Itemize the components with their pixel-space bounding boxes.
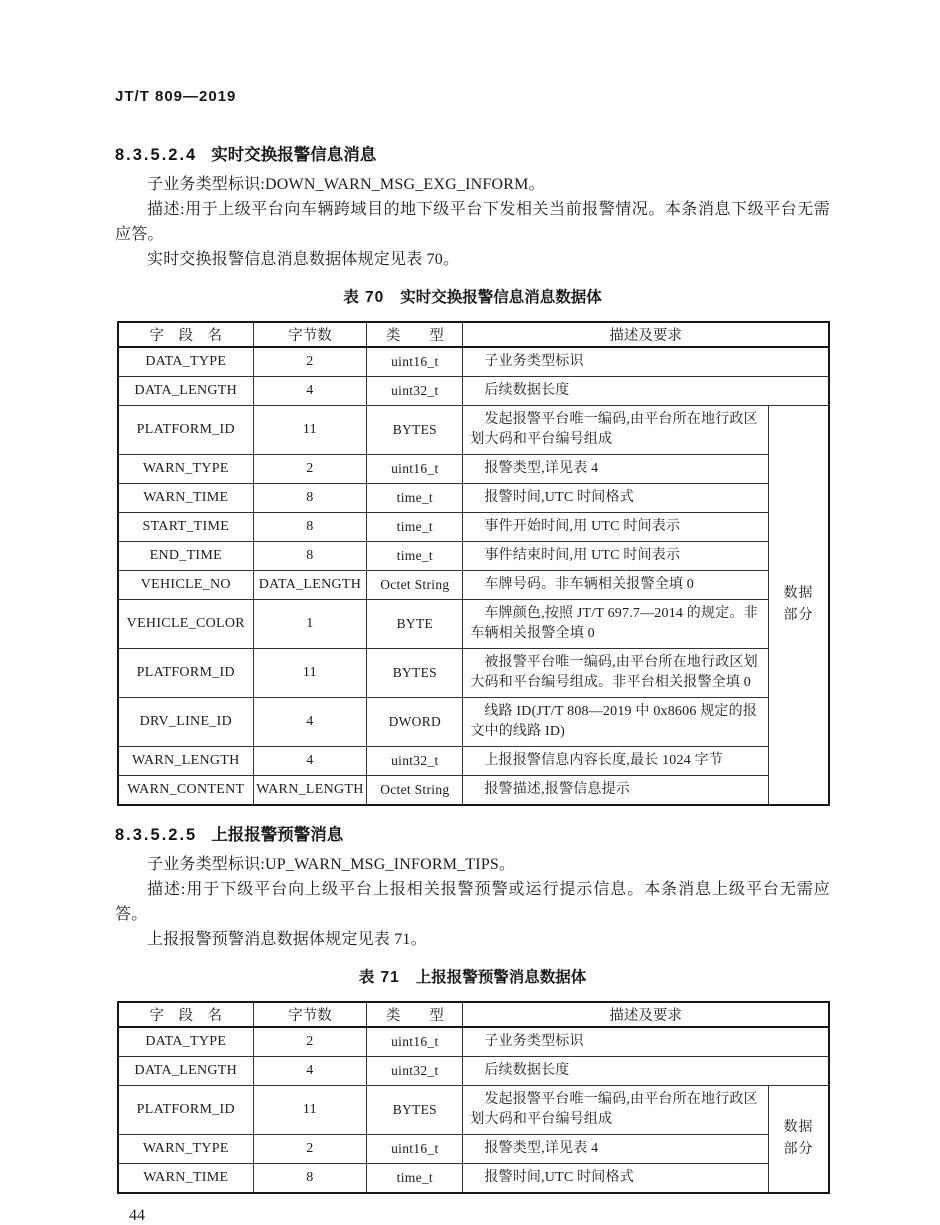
table-cell: 8 xyxy=(253,513,367,542)
table-cell: VEHICLE_COLOR xyxy=(118,600,253,649)
section-number: 8.3.5.2.4 xyxy=(115,146,198,164)
paragraph: 描述:用于上级平台向车辆跨域目的地下级平台下发相关当前报警情况。本条消息下级平台无需应答。 xyxy=(115,201,830,243)
table-cell: DRV_LINE_ID xyxy=(118,698,253,747)
table-row xyxy=(118,377,829,406)
table-cell: BYTES xyxy=(367,649,463,698)
table-cell: WARN_TYPE xyxy=(118,1135,253,1164)
table-cell: time_t xyxy=(367,513,463,542)
table-cell: 报警类型,详见表 4 xyxy=(463,1135,769,1164)
table-row xyxy=(118,1027,829,1057)
table-71 xyxy=(117,1001,830,1194)
table-cell: 子业务类型标识 xyxy=(463,1027,829,1057)
table-cell: uint16_t xyxy=(367,1027,463,1057)
table-row xyxy=(118,513,829,542)
table-cell: 2 xyxy=(253,1135,367,1164)
table-row xyxy=(118,1086,829,1135)
table-row xyxy=(118,600,829,649)
table-header-cell: 类 型 xyxy=(367,322,463,347)
table-cell: BYTES xyxy=(367,406,463,455)
table-70-caption xyxy=(115,285,830,307)
running-header: JT/T 809—2019 xyxy=(115,88,237,105)
table-cell: DATA_LENGTH xyxy=(118,377,253,406)
table-cell: 2 xyxy=(253,455,367,484)
section-8-3-5-2-5 xyxy=(115,821,830,952)
table-cell: 事件结束时间,用 UTC 时间表示 xyxy=(463,542,769,571)
table-cell: DATA_TYPE xyxy=(118,347,253,377)
table-header-cell: 字 段 名 xyxy=(118,1002,253,1027)
table-row xyxy=(118,347,829,377)
table-row xyxy=(118,1135,829,1164)
table-cell: WARN_TYPE xyxy=(118,455,253,484)
table-row xyxy=(118,484,829,513)
table-cell: 线路 ID(JT/T 808—2019 中 0x8606 规定的报文中的线路 ID) xyxy=(463,698,769,747)
table-cell: 车牌颜色,按照 JT/T 697.7—2014 的规定。非车辆相关报警全填 0 xyxy=(463,600,769,649)
table-cell: WARN_LENGTH xyxy=(118,747,253,776)
section-heading xyxy=(115,821,830,845)
section-number: 8.3.5.2.5 xyxy=(115,826,198,844)
table-70 xyxy=(117,321,830,806)
table-cell: END_TIME xyxy=(118,542,253,571)
section-heading xyxy=(115,141,830,165)
table-header-cell: 字节数 xyxy=(253,1002,367,1027)
table-row xyxy=(118,649,829,698)
paragraph: 子业务类型标识:UP_WARN_MSG_INFORM_TIPS。 xyxy=(147,856,516,873)
table-cell: WARN_TIME xyxy=(118,1164,253,1194)
table-cell: uint32_t xyxy=(367,747,463,776)
table-caption-label: 表 71 xyxy=(358,969,400,986)
table-header-cell: 描述及要求 xyxy=(463,322,829,347)
table-cell: time_t xyxy=(367,484,463,513)
table-header-cell: 字节数 xyxy=(253,322,367,347)
table-cell: 被报警平台唯一编码,由平台所在地行政区划大码和平台编号组成。非平台相关报警全填 0 xyxy=(463,649,769,698)
table-row xyxy=(118,776,829,806)
table-header-cell: 类 型 xyxy=(367,1002,463,1027)
table-cell: 报警描述,报警信息提示 xyxy=(463,776,769,806)
table-cell: 4 xyxy=(253,698,367,747)
table-cell: WARN_TIME xyxy=(118,484,253,513)
table-cell: 上报报警信息内容长度,最长 1024 字节 xyxy=(463,747,769,776)
table-cell: DATA_LENGTH xyxy=(253,571,367,600)
section-title: 实时交换报警信息消息 xyxy=(211,146,377,164)
table-cell: uint16_t xyxy=(367,347,463,377)
table-cell: VEHICLE_NO xyxy=(118,571,253,600)
page-number: 44 xyxy=(129,1207,145,1224)
table-row xyxy=(118,542,829,571)
table-cell: 4 xyxy=(253,1057,367,1086)
table-cell: 后续数据长度 xyxy=(463,1057,829,1086)
table-cell: 4 xyxy=(253,377,367,406)
table-header-cell: 字 段 名 xyxy=(118,322,253,347)
table-caption-title: 上报报警预警消息数据体 xyxy=(415,969,587,986)
table-cell: Octet String xyxy=(367,571,463,600)
table-cell: 8 xyxy=(253,542,367,571)
table-cell: 2 xyxy=(253,1027,367,1057)
table-cell: 8 xyxy=(253,484,367,513)
table-cell: 报警时间,UTC 时间格式 xyxy=(463,484,769,513)
table-cell: BYTE xyxy=(367,600,463,649)
table-cell: DATA_TYPE xyxy=(118,1027,253,1057)
table-header-row xyxy=(118,322,829,347)
table-row xyxy=(118,1057,829,1086)
table-cell: PLATFORM_ID xyxy=(118,1086,253,1135)
table-row xyxy=(118,1164,829,1194)
table-cell: 11 xyxy=(253,649,367,698)
table-cell: PLATFORM_ID xyxy=(118,406,253,455)
table-cell: 11 xyxy=(253,406,367,455)
side-label: 数据 部分 xyxy=(769,1086,829,1194)
table-cell: WARN_CONTENT xyxy=(118,776,253,806)
table-header-cell: 描述及要求 xyxy=(463,1002,829,1027)
table-cell: uint32_t xyxy=(367,377,463,406)
table-cell: uint16_t xyxy=(367,455,463,484)
table-cell: WARN_LENGTH xyxy=(253,776,367,806)
section-8-3-5-2-4 xyxy=(115,141,830,272)
table-cell: 4 xyxy=(253,747,367,776)
table-cell: 子业务类型标识 xyxy=(463,347,829,377)
table-cell: time_t xyxy=(367,542,463,571)
side-label: 数据 部分 xyxy=(769,406,829,806)
table-cell: 后续数据长度 xyxy=(463,377,829,406)
table-cell: PLATFORM_ID xyxy=(118,649,253,698)
table-row xyxy=(118,747,829,776)
table-cell: 车牌号码。非车辆相关报警全填 0 xyxy=(463,571,769,600)
table-row xyxy=(118,698,829,747)
table-cell: DATA_LENGTH xyxy=(118,1057,253,1086)
table-cell: 报警类型,详见表 4 xyxy=(463,455,769,484)
table-row xyxy=(118,406,829,455)
table-cell: DWORD xyxy=(367,698,463,747)
table-row xyxy=(118,571,829,600)
table-cell: 发起报警平台唯一编码,由平台所在地行政区划大码和平台编号组成 xyxy=(463,1086,769,1135)
table-cell: START_TIME xyxy=(118,513,253,542)
table-cell: uint32_t xyxy=(367,1057,463,1086)
table-cell: 8 xyxy=(253,1164,367,1194)
paragraph: 描述:用于下级平台向上级平台上报相关报警预警或运行提示信息。本条消息上级平台无需应答。 xyxy=(115,881,830,923)
table-caption-title: 实时交换报警信息消息数据体 xyxy=(400,289,602,306)
paragraph: 实时交换报警信息消息数据体规定见表 70。 xyxy=(147,251,460,268)
table-cell: BYTES xyxy=(367,1086,463,1135)
table-cell: uint16_t xyxy=(367,1135,463,1164)
paragraph: 上报报警预警消息数据体规定见表 71。 xyxy=(147,931,427,948)
section-title: 上报报警预警消息 xyxy=(211,826,344,844)
table-cell: 11 xyxy=(253,1086,367,1135)
table-cell: 报警时间,UTC 时间格式 xyxy=(463,1164,769,1194)
table-row xyxy=(118,455,829,484)
table-caption-label: 表 70 xyxy=(343,289,385,306)
table-71-caption xyxy=(115,965,830,987)
table-cell: 2 xyxy=(253,347,367,377)
table-cell: Octet String xyxy=(367,776,463,806)
table-cell: time_t xyxy=(367,1164,463,1194)
paragraph: 子业务类型标识:DOWN_WARN_MSG_EXG_INFORM。 xyxy=(147,176,545,193)
table-header-row xyxy=(118,1002,829,1027)
table-cell: 事件开始时间,用 UTC 时间表示 xyxy=(463,513,769,542)
table-cell: 1 xyxy=(253,600,367,649)
table-cell: 发起报警平台唯一编码,由平台所在地行政区划大码和平台编号组成 xyxy=(463,406,769,455)
